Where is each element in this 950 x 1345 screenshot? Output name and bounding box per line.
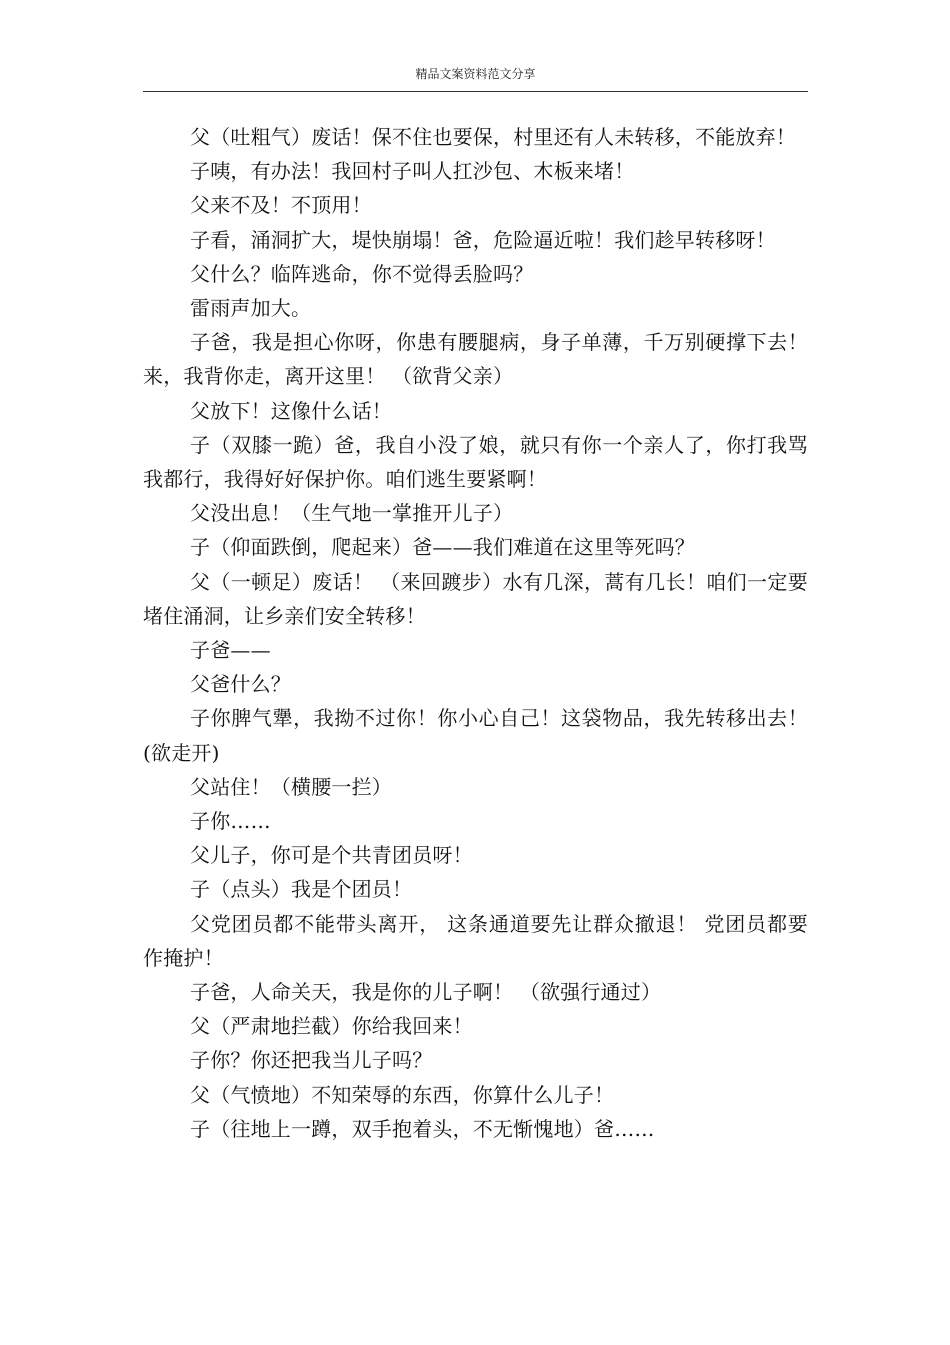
paragraph: 父站住！（横腰一拦） <box>190 774 392 799</box>
header-divider <box>143 91 808 92</box>
paragraph: 父来不及！不顶用！ <box>190 193 372 218</box>
paragraph: 父（吐粗气）废话！保不住也要保，村里还有人未转移，不能放弃！ <box>190 125 796 149</box>
paragraph: 父放下！这像什么话！ <box>190 398 392 423</box>
paragraph: 子看，涌洞扩大，堤快崩塌！爸，危险逼近啦！我们趁早转移呀！ <box>190 227 776 252</box>
paragraph: 子（双膝一跪）爸，我自小没了娘，就只有你一个亲人了，你打我骂我都行，我得好好保护你。咱们逃生要紧啊！ <box>143 432 808 492</box>
paragraph: 子（点头）我是个团员！ <box>190 877 413 902</box>
paragraph: 父（一顿足）废话！ （来回踱步）水有几深，蒿有几长！咱们一定要堵住涌洞，让乡亲们安全转移！ <box>143 569 808 628</box>
paragraph: 父儿子，你可是个共青团员呀！ <box>190 843 473 868</box>
paragraph: 父（气愤地）不知荣辱的东西，你算什么儿子！ <box>190 1082 615 1107</box>
paragraph: 子咦，有办法！我回村子叫人扛沙包、木板来堵！ <box>190 159 635 184</box>
paragraph: 子你？你还把我当儿子吗？ <box>190 1048 433 1073</box>
paragraph: 父什么？临阵逃命，你不觉得丢脸吗？ <box>190 261 534 286</box>
paragraph: 父党团员都不能带头离开， 这条通道要先让群众撤退！ 党团员都要作掩护！ <box>143 911 808 970</box>
paragraph: 父（严肃地拦截）你给我回来！ <box>190 1014 473 1039</box>
paragraph: 子你脾气犟，我拗不过你！你小心自己！这袋物品，我先转移出去！(欲走开) <box>143 706 808 765</box>
paragraph: 子你…… <box>190 809 271 834</box>
paragraph: 子（仰面跌倒，爬起来）爸——我们难道在这里等死吗？ <box>190 535 695 560</box>
paragraph: 子爸，人命关天，我是你的儿子啊！ （欲强行通过） <box>190 980 662 1005</box>
page-header: 精品文案资料范文分享 <box>415 67 536 81</box>
stage-direction: 雷雨声加大。 <box>190 296 312 321</box>
paragraph: 子爸，我是担心你呀，你患有腰腿病，身子单薄，千万别硬撑下去！来，我背你走，离开这里！ （欲背父亲） <box>143 330 808 389</box>
paragraph: 子爸—— <box>190 638 271 663</box>
paragraph: 父爸什么？ <box>190 672 291 697</box>
paragraph: 父没出息！（生气地一掌推开儿子） <box>190 501 514 526</box>
paragraph: 子（往地上一蹲，双手抱着头，不无惭愧地）爸…… <box>190 1116 655 1141</box>
document-body <box>143 120 808 1146</box>
